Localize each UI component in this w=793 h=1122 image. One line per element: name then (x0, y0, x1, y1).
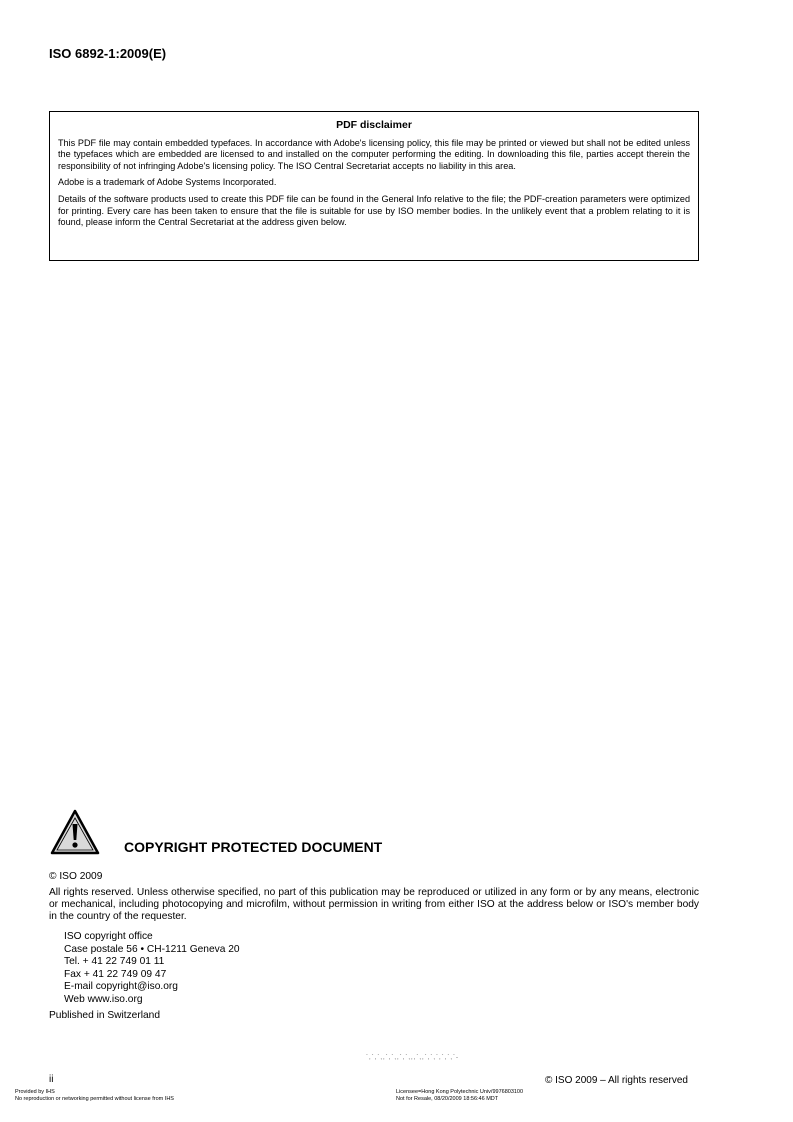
address-line: Case postale 56 • CH-1211 Geneva 20 (64, 943, 240, 955)
provider-line-2: No reproduction or networking permitted without license from IHS (15, 1096, 174, 1102)
rights-statement: All rights reserved. Unless otherwise specified, no part of this publication may be reproduced or utilized in any form or by any means, electronic or mechanical, including photocopying and microfilm, without permission in writing from either ISO at the address below or ISO's member body in the country of the requester. (49, 887, 699, 923)
pdf-disclaimer-box (49, 111, 699, 261)
address-line: Tel. + 41 22 749 01 11 (64, 956, 165, 968)
copyright-title: COPYRIGHT PROTECTED DOCUMENT (124, 839, 383, 855)
published-location: Published in Switzerland (49, 1010, 160, 1021)
copyright-header (49, 808, 699, 858)
address-line: E-mail copyright@iso.org (64, 981, 178, 993)
disclaimer-paragraph-2: Adobe is a trademark of Adobe Systems Incorporated. (58, 177, 277, 188)
address-line: ISO copyright office (64, 931, 153, 942)
address-line: Fax + 41 22 749 09 47 (64, 968, 167, 980)
disclaimer-paragraph-3: Details of the software products used to create this PDF file can be found in the General Info relative to the file; the PDF-creation parameters were optimized for printing. Every care has been taken to ensure that the file is suitable for use by ISO member bodies. In the unlikely event that a problem relating to it is found, please inform the Central Secretariat at the address given below. (58, 193, 690, 228)
address-line: Web www.iso.org (64, 993, 143, 1005)
provider-line-1: Provided by IHS (15, 1089, 55, 1095)
copyright-office-address (64, 931, 240, 1007)
provider-notice (15, 1089, 174, 1103)
warning-triangle-icon (49, 808, 101, 856)
footer-copyright: © ISO 2009 – All rights reserved (545, 1075, 688, 1086)
page-number: ii (49, 1074, 54, 1085)
licensee-line-1: Licensee=Hong Kong Polytechnic Univ/9976803100 (396, 1089, 524, 1095)
disclaimer-paragraph-1: This PDF file may contain embedded typefaces. In accordance with Adobe's licensing policy, this file may be printed or viewed but shall not be edited unless the typefaces which are embedded are licensed to and installed on the computer performing the editing. In downloading this file, parties accept therein the responsibility of not infringing Adobe's licensing policy. The ISO Central Secretariat accepts no liability in this area. (58, 137, 690, 171)
copyright-year: © ISO 2009 (49, 871, 103, 882)
disclaimer-title: PDF disclaimer (336, 119, 412, 131)
document-id: ISO 6892-1:2009(E) (49, 46, 167, 61)
footer-dot-pattern: `,`,`,,`,`,,`,`,,,`,,`,`,`,`,`,`- (366, 1055, 459, 1061)
licensee-notice (396, 1089, 523, 1103)
licensee-line-2: Not for Resale, 08/20/2009 18:56:46 MDT (396, 1096, 499, 1102)
